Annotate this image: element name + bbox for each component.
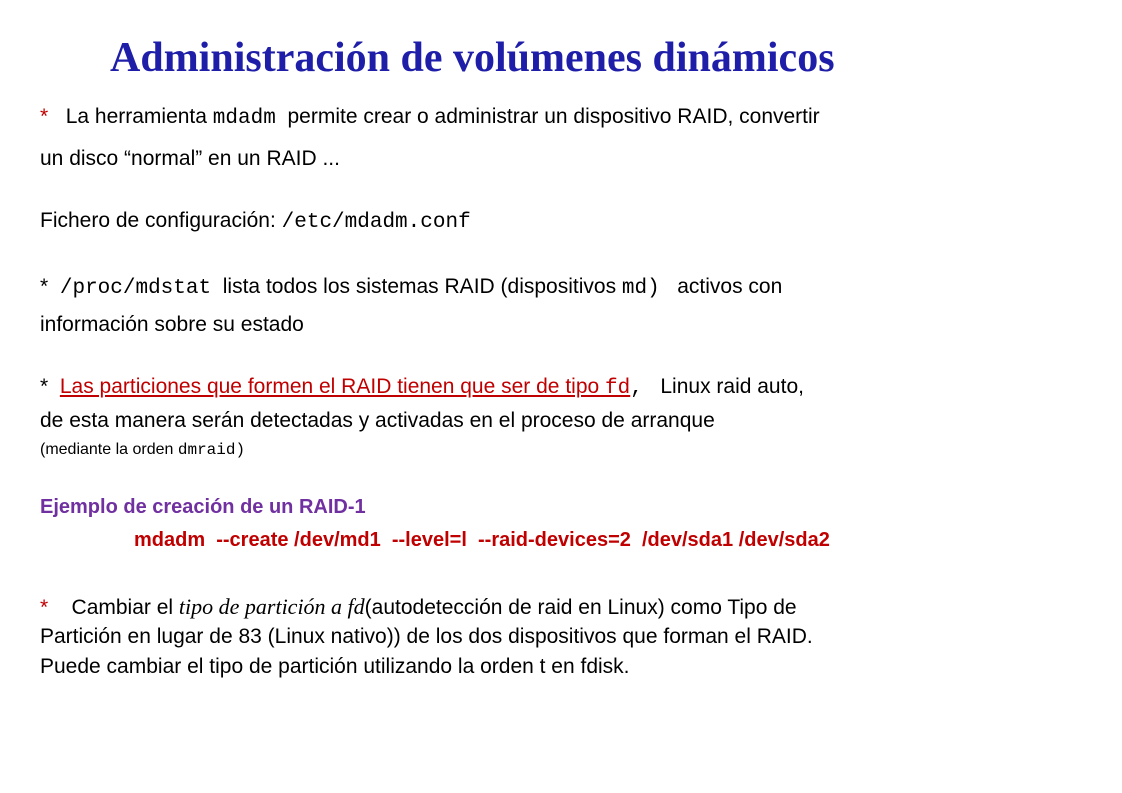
paragraph-mdadm-line1 [40, 106, 820, 129]
text: (autodetección de raid en Linux) como Tipo de [364, 596, 797, 619]
dmraid-code: dmraid) [177, 441, 246, 459]
config-path: /etc/mdadm.conf [281, 211, 471, 234]
text: lista todos los sistemas RAID (dispositivos [222, 275, 622, 298]
partition-type-italic: tipo de partición a fd [178, 594, 365, 619]
bullet-star: * [40, 596, 49, 619]
config-label: Fichero de configuración: [40, 209, 282, 232]
text: activos con [677, 275, 783, 298]
paragraph-mdstat-line1 [40, 276, 782, 299]
paragraph-mdadm-line2: un disco “normal” en un RAID ... [40, 147, 340, 170]
comma: , [630, 377, 643, 400]
paragraph-partitions-line2: de esta manera serán detectadas y activadas en el proceso de arranque [40, 409, 715, 432]
text: Linux raid auto, [660, 375, 804, 398]
md-code: md) [621, 277, 660, 300]
partition-type-link[interactable] [60, 375, 630, 398]
text: La herramienta [65, 105, 213, 128]
paragraph-partitions-line1 [40, 376, 804, 399]
example-heading: Ejemplo de creación de un RAID-1 [40, 496, 366, 518]
bullet-star: * [40, 275, 49, 298]
text: permite crear o administrar un dispositivo RAID, convertir [287, 105, 820, 128]
config-file-line [40, 210, 471, 233]
fd-code: fd [605, 377, 631, 400]
bullet-star: * [40, 375, 49, 398]
mdstat-code: /proc/mdstat [59, 277, 212, 300]
page-title: Administración de volúmenes dinámicos [110, 35, 835, 81]
paragraph-change-type-line3: Puede cambiar el tipo de partición utilizando la orden t en fdisk. [40, 655, 630, 678]
link-text: Las particiones que formen el RAID tienen que ser de tipo [59, 375, 606, 398]
paragraph-change-type-line2: Partición en lugar de 83 (Linux nativo)) de los dos dispositivos que forman el RAID. [40, 625, 813, 648]
dmraid-note [40, 442, 245, 458]
example-command: mdadm --create /dev/md1 --level=l --raid-devices=2 /dev/sda1 /dev/sda2 [134, 529, 830, 551]
command-code: mdadm [212, 107, 276, 130]
text: Cambiar el [71, 596, 179, 619]
paragraph-mdstat-line2: información sobre su estado [40, 313, 304, 336]
paragraph-change-type-line1 [40, 596, 797, 618]
bullet-star: * [40, 105, 49, 128]
note-text: (mediante la orden [40, 441, 178, 458]
